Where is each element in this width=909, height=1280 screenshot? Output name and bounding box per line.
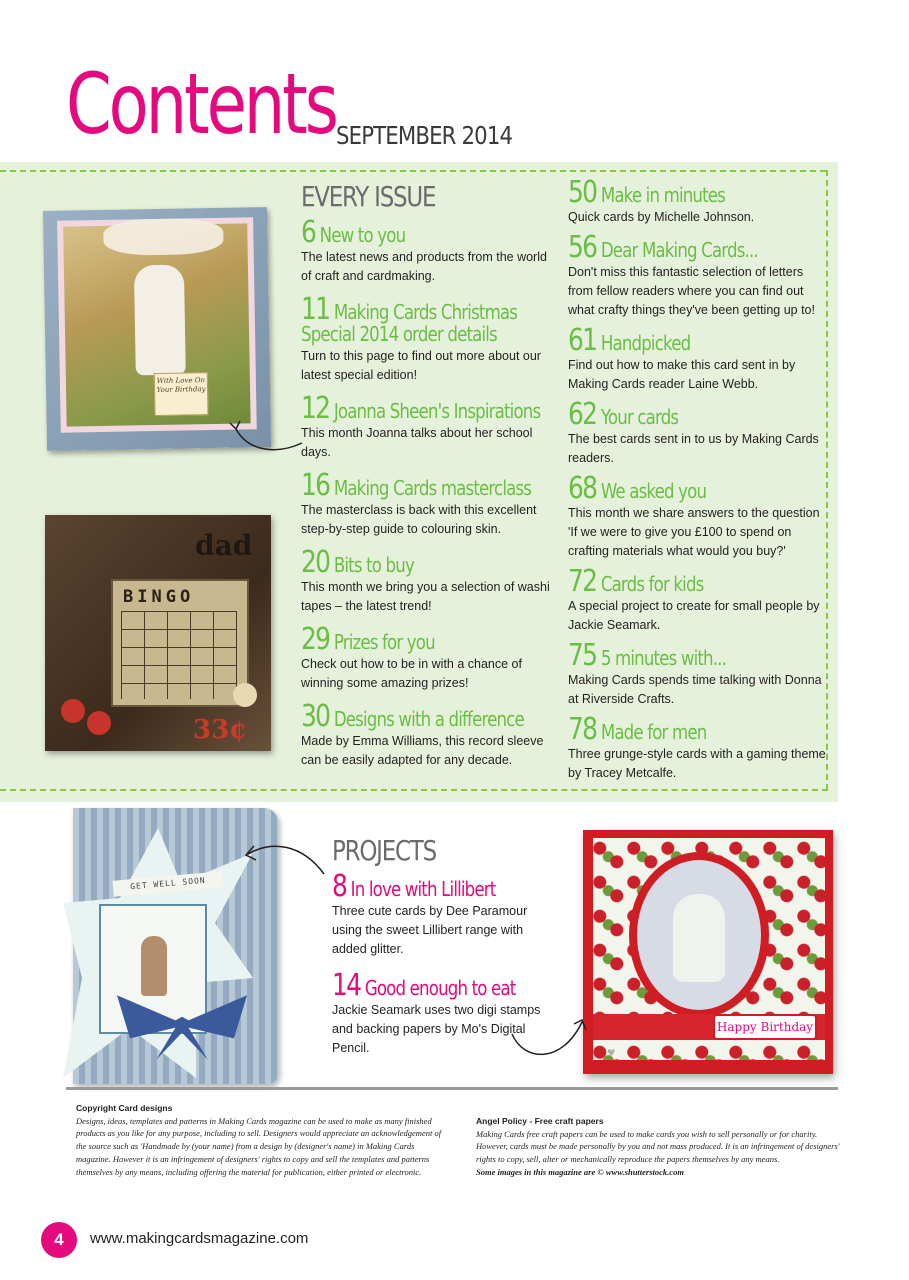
red-chip	[61, 699, 85, 723]
entry-description: Three grunge-style cards with a gaming theme by Tracey Metcalfe.	[568, 747, 826, 780]
entry-description: This month Joanna talks about her school days.	[301, 426, 533, 459]
entry-title-text: Bits to buy	[333, 553, 414, 577]
heart-charm-icon: ♥	[607, 1044, 616, 1060]
photo-bingo-card	[45, 515, 271, 751]
entry-title-text: Make in minutes	[600, 183, 725, 207]
page-ref-number: 62	[568, 397, 597, 432]
website-link[interactable]: www.makingcardsmagazine.com	[90, 1230, 309, 1247]
bingo-board	[111, 579, 249, 707]
contents-entry[interactable]	[301, 699, 559, 770]
page-ref-number: 16	[301, 468, 330, 503]
entry-description: The masterclass is back with this excellent step-by-step guide to colouring skin.	[301, 503, 537, 536]
contents-entry[interactable]	[568, 712, 826, 783]
projects-column	[332, 869, 552, 1074]
entry-description: Jackie Seamark uses two digi stamps and backing papers by Mo's Digital Pencil.	[332, 1003, 541, 1055]
angel-policy-heading: Angel Policy - Free craft papers	[476, 1116, 604, 1126]
entry-title-text: We asked you	[600, 479, 707, 503]
entry-title-text: Your cards	[600, 405, 679, 429]
entry-title	[301, 545, 550, 580]
entry-description: Check out how to be in with a chance of winning some amazing prizes!	[301, 657, 522, 690]
entry-description: Three cute cards by Dee Paramour using the sweet Lillibert range with added glitter.	[332, 904, 528, 956]
entry-title	[568, 638, 817, 673]
entry-title	[301, 468, 550, 503]
price-text: 33¢	[193, 715, 248, 745]
entry-title	[332, 869, 581, 904]
entry-title	[301, 215, 550, 250]
contents-entry[interactable]	[301, 215, 559, 286]
entry-description: This month we share answers to the question 'If we were to give you £100 to spend on crafting materials what would you buy?'	[568, 506, 820, 558]
entry-description: A special project to create for small people by Jackie Seamark.	[568, 599, 820, 632]
page-ref-number: 29	[301, 622, 330, 657]
entry-title-text: Prizes for you	[333, 630, 435, 654]
entry-title	[301, 699, 550, 734]
page-ref-number: 61	[568, 323, 597, 358]
entry-title-text: In love with Lillibert	[350, 877, 496, 901]
copyright-text: Designs, ideas, templates and patterns in Making Cards magazine can be used to make as many finished products as you like for any purpose, including to sell. Designers would appreciate an acknowledgement of the source such as 'Handmade by (your name) from a design by (designer's name) in Making Cards magazine. However it is an infringement of designers' rights to copy and sell the templates and patterns themselves by any means, including offering the material for publication, either printed or electronic.	[76, 1115, 442, 1177]
entry-title	[568, 397, 817, 432]
get-well-label: GET WELL SOON	[113, 871, 224, 897]
contents-entry[interactable]	[568, 471, 826, 561]
contents-entry[interactable]	[332, 968, 552, 1058]
entry-description: Turn to this page to find out more about our latest special edition!	[301, 349, 541, 382]
entry-title-text: Making Cards Christmas Special 2014 order details	[301, 300, 518, 346]
issue-date: SEPTEMBER 2014	[336, 121, 513, 150]
page-ref-number: 78	[568, 712, 597, 747]
entry-description: Don't miss this fantastic selection of letters from fellow readers where you can find out what crafty things they've been getting up to!	[568, 265, 815, 317]
page-ref-number: 14	[332, 968, 361, 1003]
page-ref-number: 30	[301, 699, 330, 734]
page-ref-number: 68	[568, 471, 597, 506]
bingo-grid	[121, 611, 237, 699]
contents-entry[interactable]	[301, 391, 559, 462]
dashed-border-top	[0, 170, 826, 172]
lace-decoration	[103, 218, 224, 256]
entry-title-text: Made for men	[600, 720, 707, 744]
girl-illustration	[673, 894, 725, 982]
contents-entry[interactable]	[301, 622, 559, 693]
entry-title	[301, 391, 550, 426]
girl-illustration	[134, 265, 186, 376]
card-tag: With Love On Your Birthday	[154, 372, 209, 416]
entry-title-text: Joanna Sheen's Inspirations	[333, 399, 541, 423]
arrow-icon	[226, 415, 306, 455]
contents-entry[interactable]	[568, 564, 826, 635]
entry-description: Made by Emma Williams, this record sleeve can be easily adapted for any decade.	[301, 734, 544, 767]
entry-title-text: Dear Making Cards...	[600, 238, 758, 262]
copyright-notice	[76, 1102, 446, 1178]
contents-entry[interactable]	[332, 869, 552, 959]
entry-description: Quick cards by Michelle Johnson.	[568, 210, 755, 224]
photo-strawberry-card	[583, 830, 833, 1074]
entry-title	[568, 471, 817, 506]
entry-title	[568, 175, 817, 210]
entry-title	[568, 323, 817, 358]
contents-column-left	[301, 215, 559, 783]
entry-title	[301, 292, 550, 346]
strawberry-paper	[593, 838, 825, 1060]
dashed-border-right	[826, 170, 828, 790]
entry-title	[568, 230, 817, 265]
contents-entry[interactable]	[301, 545, 559, 616]
page-ref-number: 56	[568, 230, 597, 265]
shutterstock-credit: Some images in this magazine are © www.shutterstock.com	[476, 1166, 684, 1177]
entry-title-text: New to you	[319, 223, 406, 247]
page-ref-number: 75	[568, 638, 597, 673]
entry-title-text: Making Cards masterclass	[333, 476, 532, 500]
contents-column-right	[568, 175, 826, 793]
entry-title	[568, 712, 817, 747]
contents-entry[interactable]	[301, 468, 559, 539]
angel-policy-text: Making Cards free craft papers can be used to make cards you wish to sell personally or for charity. However, cards must be made personally by you and not mass produced. It is an infringement of designers' rights to copy, sell, alter or mechanically reproduce the papers themselves by any means.	[476, 1128, 840, 1165]
happy-birthday-label: Happy Birthday	[713, 1014, 817, 1040]
every-issue-heading: EVERY ISSUE	[301, 180, 436, 213]
entry-description: The best cards sent in to us by Making Cards readers.	[568, 432, 819, 465]
bingo-word: BINGO	[123, 587, 195, 607]
entry-title-text: Handpicked	[600, 331, 691, 355]
entry-description: Making Cards spends time talking with Donna at Riverside Crafts.	[568, 673, 822, 706]
arrow-icon	[238, 838, 328, 878]
page-ref-number: 50	[568, 175, 597, 210]
red-chip	[87, 711, 111, 735]
page-title: Contents	[66, 55, 336, 153]
entry-title-text: Designs with a difference	[333, 707, 524, 731]
entry-title	[568, 564, 817, 599]
contents-entry[interactable]	[568, 397, 826, 468]
page-ref-number: 72	[568, 564, 597, 599]
entry-title-text: Cards for kids	[600, 572, 704, 596]
entry-title	[332, 968, 581, 1003]
page-ref-number: 11	[301, 292, 330, 327]
page-ref-number: 8	[332, 869, 347, 904]
contents-entry[interactable]	[568, 323, 826, 394]
projects-heading: PROJECTS	[332, 834, 436, 867]
angel-policy-notice	[476, 1115, 841, 1179]
star-button	[233, 683, 257, 707]
entry-title-text: Good enough to eat	[364, 976, 516, 1000]
entry-title	[301, 622, 550, 657]
dad-text: dad	[195, 529, 253, 562]
page-ref-number: 20	[301, 545, 330, 580]
entry-title-text: 5 minutes with...	[600, 646, 727, 670]
contents-entry[interactable]	[568, 230, 826, 320]
contents-entry[interactable]	[568, 175, 826, 227]
page-ref-number: 6	[301, 215, 316, 250]
copyright-heading: Copyright Card designs	[76, 1103, 173, 1113]
page-number: 4	[41, 1222, 77, 1258]
entry-description: Find out how to make this card sent in by Making Cards reader Laine Webb.	[568, 358, 796, 391]
divider	[66, 1087, 838, 1090]
contents-entry[interactable]	[568, 638, 826, 709]
entry-description: This month we bring you a selection of washi tapes – the latest trend!	[301, 580, 550, 613]
entry-description: The latest news and products from the world of craft and cardmaking.	[301, 250, 547, 283]
contents-entry[interactable]	[301, 292, 559, 385]
oval-frame	[637, 860, 761, 1010]
boy-illustration	[141, 936, 167, 996]
page-ref-number: 12	[301, 391, 330, 426]
